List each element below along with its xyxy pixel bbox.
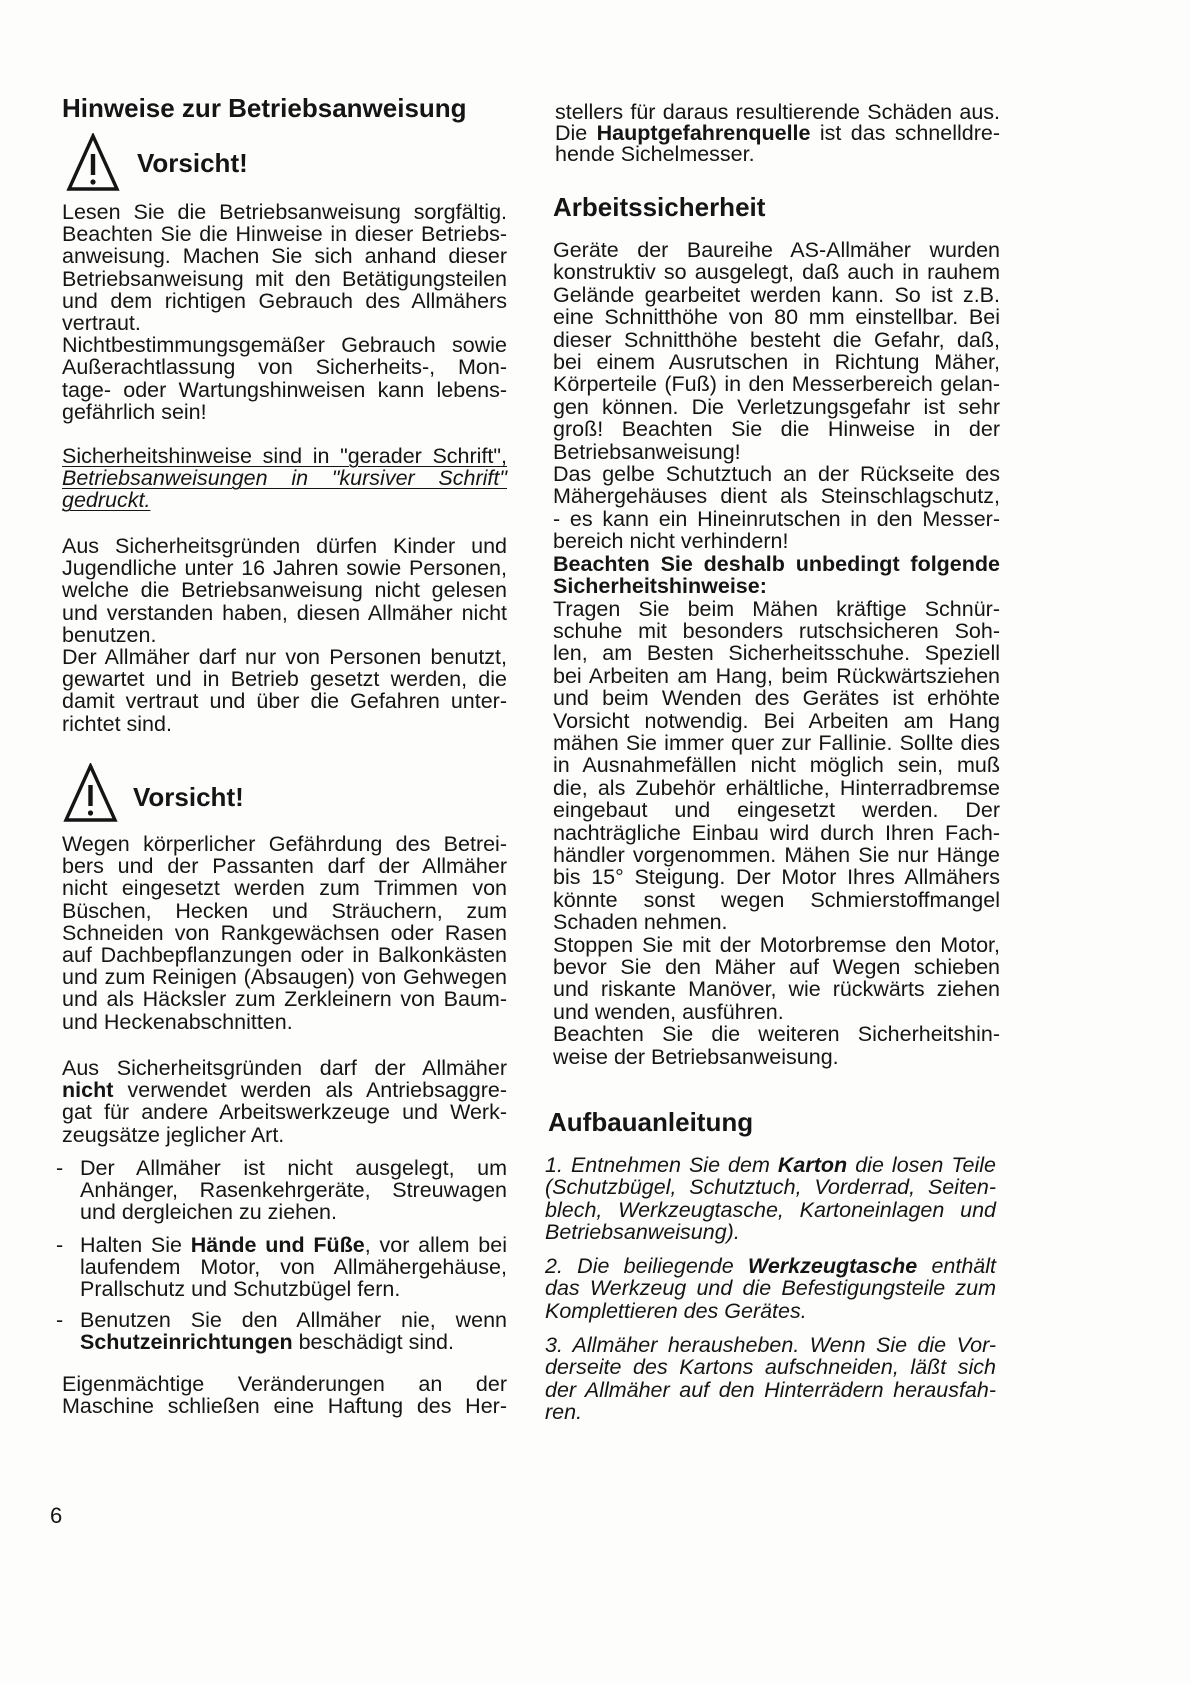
user-restriction-paragraphs: [62, 535, 507, 735]
text-line: Büschen, Hecken und Sträuchern, zum: [62, 898, 507, 923]
text-line: Das gelbe Schutztuch an der Rückseite des: [553, 462, 1000, 487]
text-line: Aus Sicherheitsgründen darf der Allmäher: [62, 1056, 507, 1080]
text-line: Schaden nehmen.: [553, 910, 728, 935]
paragraph: [62, 445, 507, 512]
warning-triangle-icon: [66, 133, 120, 192]
text-line: Sicherheitshinweise sind in "gerader Schrift",: [62, 444, 507, 468]
text-line: und als Häcksler zum Zerkleinern von Baum-: [62, 987, 507, 1012]
text-line: händler vorgenommen. Mähen Sie nur Hänge: [553, 842, 1000, 867]
text-line: bevor Sie den Mäher auf Wegen schieben: [553, 955, 1000, 979]
text-line: Aus Sicherheitsgründen dürfen Kinder und: [62, 534, 507, 558]
list-item: [56, 1157, 507, 1224]
list-bullet: -: [56, 1233, 64, 1257]
text-line: blech, Werkzeugtasche, Kartoneinlagen und: [545, 1197, 996, 1222]
prohibited-use-paragraph: [62, 833, 507, 1033]
bold-text: Schutzeinrichtungen: [80, 1330, 293, 1355]
text-line: ren.: [545, 1399, 583, 1424]
text-line: damit vertraut und über die Gefahren unter-: [62, 689, 507, 714]
list-bullet: -: [56, 1308, 64, 1332]
text-line: mähen Sie immer quer zur Fallinie. Sollte dies: [553, 730, 1000, 755]
text-line: Vorsicht notwendig. Bei Arbeiten am Hang: [553, 708, 1000, 733]
paragraph: [553, 934, 1000, 1024]
paragraph: [545, 1255, 996, 1322]
page-number: 6: [50, 1503, 63, 1528]
text-line: Nichtbestimmungsgemäßer Gebrauch sowie: [62, 333, 507, 358]
text-line: Prallschutz und Schutzbügel fern.: [80, 1277, 401, 1302]
paragraph: [555, 102, 1000, 165]
text-line: bereich nicht verhindern!: [553, 529, 789, 554]
paragraph: [62, 646, 507, 735]
text-line: und Heckenabschnitten.: [62, 1009, 293, 1034]
text-line: Betriebsanweisung).: [545, 1219, 740, 1244]
text-line: und dergleichen zu ziehen.: [80, 1200, 337, 1225]
text-line: Betriebsanweisungen in "kursiver Schrift": [62, 466, 507, 491]
text-line: eine Schnitthöhe von 80 mm einstellbar. Bei: [553, 305, 1000, 330]
text-line: Maschine schließen eine Haftung des Her-: [62, 1394, 507, 1419]
warning-triangle-icon: [63, 763, 118, 823]
text-line: gewartet und in Betrieb gesetzt werden, die: [62, 667, 507, 692]
list-item-text: [80, 1234, 507, 1301]
paragraph: [553, 553, 1000, 598]
text-line: dieser Schnitthöhe besteht die Gefahr, daß,: [553, 327, 1000, 352]
text-line: Anhänger, Rasenkehrgeräte, Streuwagen: [80, 1178, 507, 1203]
text-line: 2. Die beiliegende Werkzeugtasche enthält: [545, 1254, 996, 1279]
text-line: gedruckt.: [62, 488, 151, 513]
section-heading-work-safety: Arbeitssicherheit: [553, 192, 766, 222]
warning-label: Vorsicht!: [133, 782, 244, 812]
text-line: richtet sind.: [62, 711, 172, 736]
text-line: und zum Reinigen (Absaugen) von Gehwegen: [62, 965, 507, 990]
text-line: gefährlich sein!: [62, 399, 207, 424]
intro-paragraphs: [62, 201, 507, 423]
text-line: Geräte der Baureihe AS-Allmäher wurden: [553, 238, 1000, 262]
list-bullet: -: [56, 1156, 64, 1180]
text-line: Beachten Sie die weiteren Sicherheitshin-: [553, 1022, 1000, 1047]
text-line: 1. Entnehmen Sie dem Karton die losen Teile: [545, 1153, 996, 1177]
paragraph: [553, 598, 1000, 934]
text-line: auf Dachbepflanzungen oder in Balkonkästen: [62, 942, 507, 967]
paragraph: [62, 535, 507, 646]
text-line: Stoppen Sie mit der Motorbremse den Motor,: [553, 932, 1000, 957]
text-line: anweisung. Machen Sie sich anhand dieser: [62, 244, 507, 269]
text-line: zeugsätze jeglicher Art.: [62, 1122, 285, 1147]
text-line: Beachten Sie die Hinweise in dieser Betriebs-: [62, 222, 507, 247]
text-line: Tragen Sie beim Mähen kräftige Schnür-: [553, 596, 1000, 621]
paragraph: [553, 239, 1000, 463]
text-line: Wegen körperlicher Gefährdung des Betrei-: [62, 832, 507, 856]
text-line: Mähergehäuses dient als Steinschlagschutz,: [553, 484, 1000, 509]
paragraph: [80, 1234, 507, 1301]
text-line: Außerachtlassung von Sicherheits-, Mon-: [62, 355, 507, 380]
bold-text: Werkzeugtasche: [747, 1254, 918, 1279]
drive-unit-paragraph: [62, 1057, 507, 1146]
text-line: und verstanden haben, diesen Allmäher nicht: [62, 600, 507, 625]
text-line: welche die Betriebsanweisung nicht gelesen: [62, 578, 507, 603]
text-line: - es kann ein Hineinrutschen in den Messer-: [553, 506, 1000, 531]
paragraph: [545, 1334, 996, 1423]
paragraph: [62, 1373, 507, 1417]
text-line: Schutzeinrichtungen beschädigt sind.: [80, 1330, 454, 1355]
text-line: die, als Zubehör erhältliche, Hinterradbremse: [553, 775, 1000, 800]
list-item-text: [80, 1309, 507, 1353]
text-line: bei einem Ausrutschen in Richtung Mäher,: [553, 350, 1000, 375]
text-line: [553, 553, 1000, 575]
text-line: bis 15° Steigung. Der Motor Ihres Allmähers: [553, 865, 1000, 890]
bold-text: nicht: [62, 1078, 114, 1103]
text-line: eingebaut und eingesetzt werden. Der: [553, 798, 1000, 823]
text-line: Gelände gearbeitet werden kann. So ist z.B.: [553, 282, 1000, 307]
text-line: und riskante Manöver, wie rückwärts ziehen: [553, 977, 1000, 1002]
section-heading-instructions: Hinweise zur Betriebsanweisung: [62, 93, 467, 123]
bold-text: Karton: [777, 1153, 848, 1177]
text-line: weise der Betriebsanweisung.: [553, 1044, 839, 1069]
text-line: und beim Wenden des Gerätes ist erhöhte: [553, 686, 1000, 711]
paragraph: [80, 1157, 507, 1224]
typography-note: [62, 445, 507, 512]
text-line: Benutzen Sie den Allmäher nie, wenn: [80, 1308, 507, 1332]
text-line: nicht verwendet werden als Antriebsaggre-: [62, 1078, 507, 1103]
text-line: len, am Besten Sicherheitsschuhe. Speziell: [553, 641, 1000, 666]
paragraph: [553, 1023, 1000, 1068]
continuation-paragraph: [555, 102, 1000, 165]
text-line: laufendem Motor, von Allmähergehäuse,: [80, 1255, 507, 1280]
text-line: bers und der Passanten darf der Allmäher: [62, 854, 507, 879]
text-line: Lesen Sie die Betriebsanweisung sorgfältig.: [62, 200, 507, 224]
text-line: gat für andere Arbeitswerkzeuge und Werk-: [62, 1100, 507, 1125]
text-line: tage- oder Wartungshinweisen kann lebens-: [62, 377, 507, 402]
text-line: stellers für daraus resultierende Schäden aus.: [555, 100, 1000, 124]
text-line: Körperteile (Fuß) in den Messerbereich gelan-: [553, 372, 1000, 397]
text-line: Der Allmäher darf nur von Personen benutzt,: [62, 644, 507, 669]
text-line: Die Hauptgefahrenquelle ist das schnelldre-: [555, 121, 1000, 145]
text-line: Komplettieren des Gerätes.: [545, 1298, 807, 1323]
text-line: und wenden, ausführen.: [553, 999, 784, 1024]
text-line: nachträgliche Einbau wird durch Ihren Fach-: [553, 820, 1000, 845]
text-line: [553, 575, 1000, 597]
bold-text: Hände und Füße: [190, 1233, 365, 1257]
text-line: hende Sichelmesser.: [555, 142, 755, 166]
text-line: könnte sonst wegen Schmierstoffmangel: [553, 887, 1000, 912]
text-line: konstruktiv so ausgelegt, daß auch in rauhem: [553, 260, 1000, 285]
text-line: Schneiden von Rankgewächsen oder Rasen: [62, 920, 507, 945]
paragraph: [62, 201, 507, 334]
text-line: das Werkzeug und die Befestigungsteile zum: [545, 1276, 996, 1301]
modifications-paragraph: [62, 1373, 507, 1417]
list-item: [56, 1234, 507, 1301]
text-line: Halten Sie Hände und Füße, vor allem bei: [80, 1233, 507, 1257]
text-line: nicht eingesetzt werden zum Trimmen von: [62, 876, 507, 901]
list-item-text: [80, 1157, 507, 1224]
text-line: Jugendliche unter 16 Jahren sowie Personen,: [62, 556, 507, 581]
paragraph: [62, 1057, 507, 1146]
text-line: (Schutzbügel, Schutztuch, Vorderrad, Seiten-: [545, 1175, 996, 1200]
warning-label: Vorsicht!: [137, 148, 248, 178]
text-line: derseite des Kartons aufschneiden, läßt sich: [545, 1355, 996, 1380]
list-item: [56, 1309, 507, 1353]
text-line: in Ausnahmefällen nicht möglich sein, muß: [553, 753, 1000, 778]
assembly-steps: [545, 1154, 996, 1423]
bold-text: Beachten Sie deshalb unbedingt folgende: [553, 551, 1000, 576]
work-safety-paragraphs: [553, 239, 1000, 1068]
paragraph: [545, 1154, 996, 1243]
text-line: bei Arbeiten am Hang, beim Rückwärtsziehen: [553, 663, 1000, 688]
paragraph: [80, 1309, 507, 1353]
text-line: Der Allmäher ist nicht ausgelegt, um: [80, 1156, 507, 1180]
section-heading-assembly: Aufbauanleitung: [548, 1107, 754, 1137]
paragraph: [62, 334, 507, 423]
text-line: vertraut.: [62, 310, 141, 335]
text-line: 3. Allmäher herausheben. Wenn Sie die Vor-: [545, 1333, 996, 1358]
text-line: Eigenmächtige Veränderungen an der: [62, 1372, 507, 1396]
bold-text: Sicherheitshinweise:: [553, 574, 767, 599]
bold-text: Hauptgefahrenquelle: [596, 121, 811, 145]
text-line: und dem richtigen Gebrauch des Allmähers: [62, 288, 507, 313]
text-line: schuhe mit besonders rutschsicheren Soh-: [553, 618, 1000, 643]
text-line: groß! Beachten Sie die Hinweise in der: [553, 417, 1000, 442]
paragraph: [553, 463, 1000, 553]
text-line: der Allmäher auf den Hinterrädern herausfah-: [545, 1377, 996, 1402]
text-line: benutzen.: [62, 622, 157, 647]
text-line: Betriebsanweisung mit den Betätigungsteilen: [62, 266, 507, 291]
paragraph: [62, 833, 507, 1033]
text-line: Betriebsanweisung!: [553, 439, 741, 464]
text-line: gen können. Die Verletzungsgefahr ist sehr: [553, 394, 1000, 419]
